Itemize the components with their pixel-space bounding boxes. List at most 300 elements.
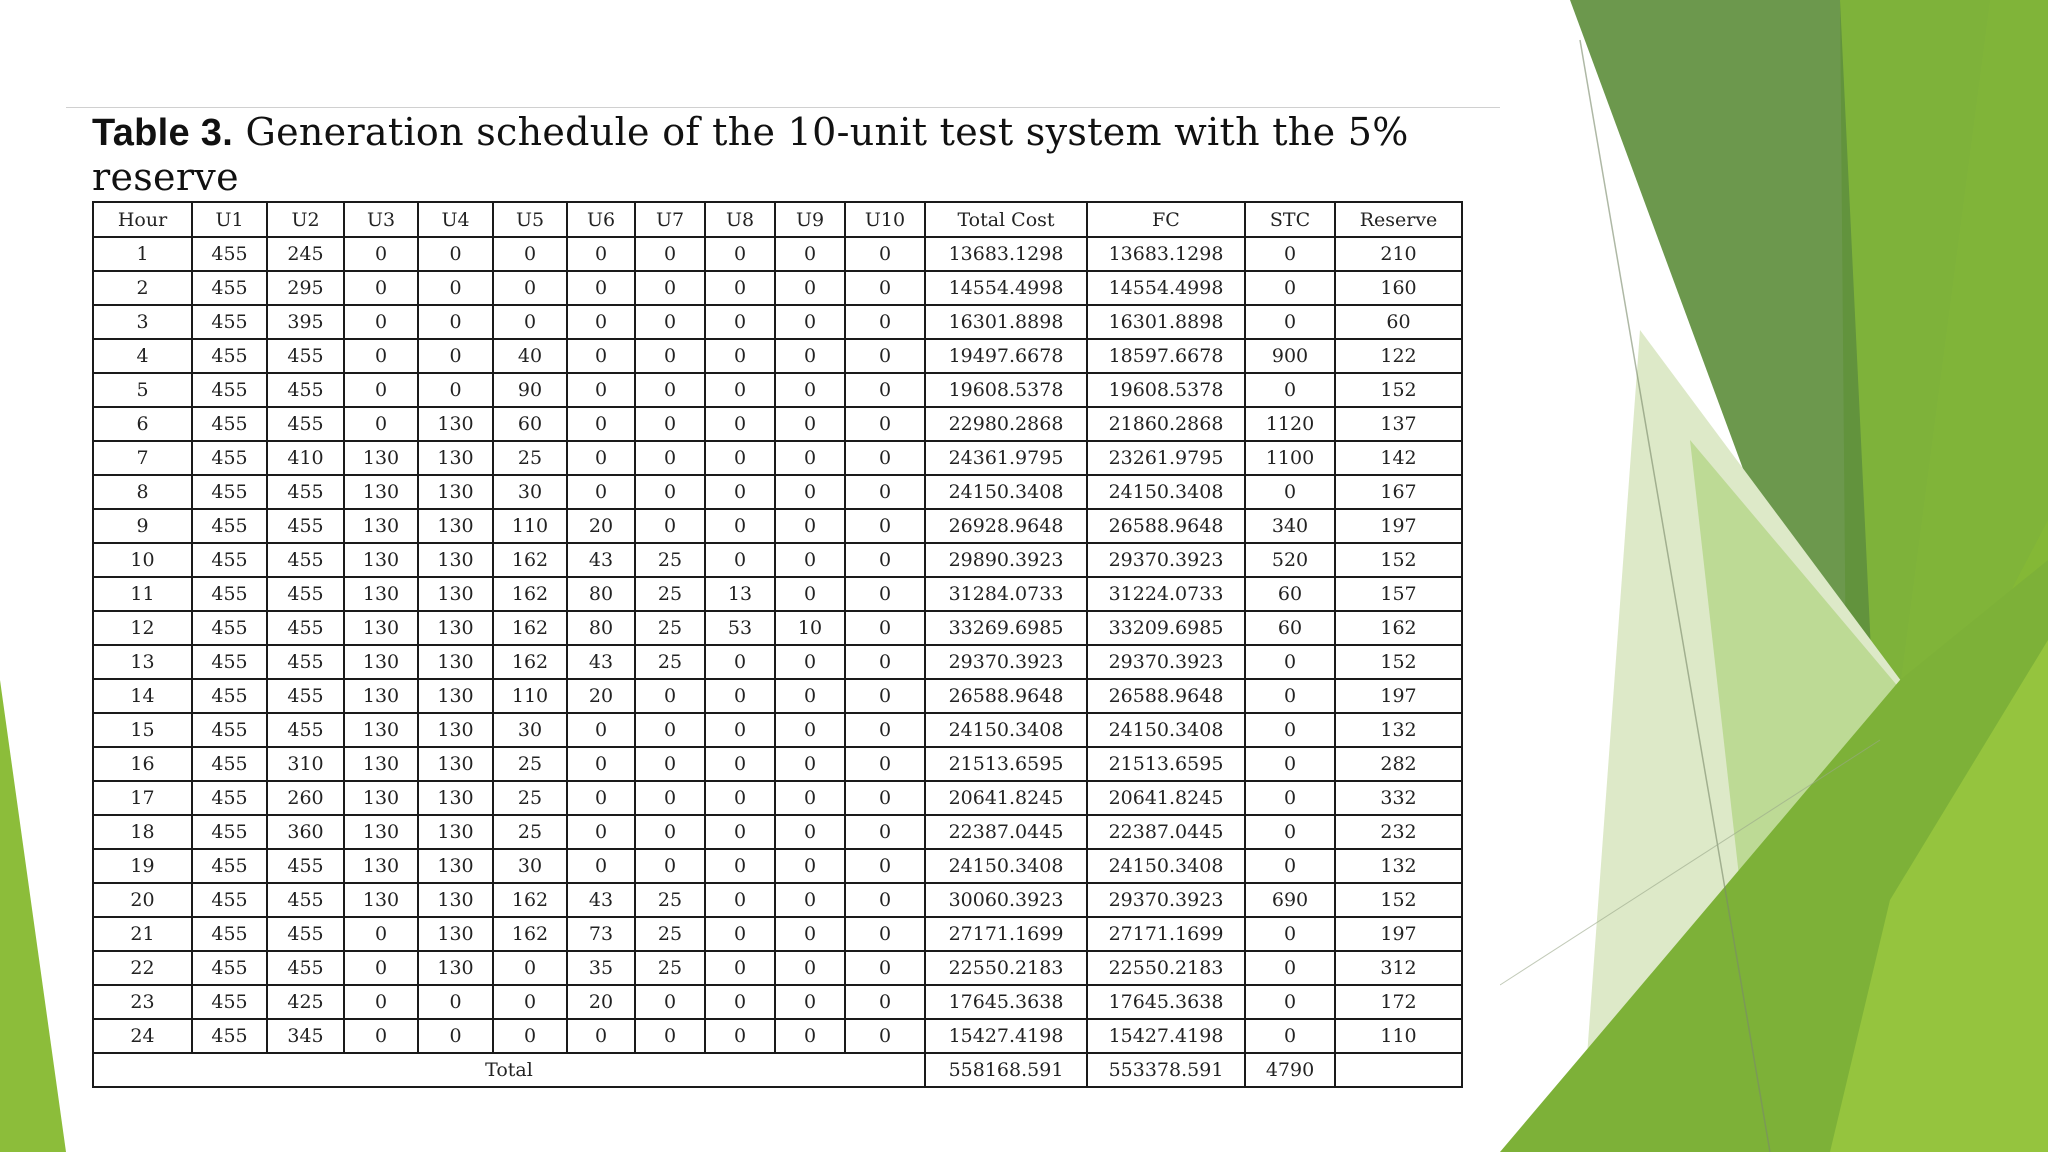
table-cell: 0 <box>567 747 635 781</box>
table-cell: 29370.3923 <box>925 645 1087 679</box>
table-cell: 0 <box>845 305 925 339</box>
table-cell: 60 <box>1335 305 1462 339</box>
table-cell: 455 <box>267 713 344 747</box>
column-header: FC <box>1087 202 1245 237</box>
table-cell: 24150.3408 <box>1087 849 1245 883</box>
table-cell: 29370.3923 <box>1087 645 1245 679</box>
table-row <box>93 713 1462 747</box>
table-row <box>93 849 1462 883</box>
table-cell: 0 <box>344 917 418 951</box>
table-cell: 0 <box>845 849 925 883</box>
table-cell: 0 <box>567 271 635 305</box>
table-cell: 0 <box>845 271 925 305</box>
table-cell: 0 <box>845 509 925 543</box>
table-cell: 0 <box>493 271 567 305</box>
table-cell: 0 <box>635 679 705 713</box>
table-cell: 130 <box>418 849 493 883</box>
table-cell: 162 <box>493 917 567 951</box>
table-cell: 455 <box>267 373 344 407</box>
table-cell: 20 <box>567 985 635 1019</box>
table-cell: 0 <box>845 985 925 1019</box>
table-cell: 0 <box>705 271 775 305</box>
table-cell: 0 <box>493 1019 567 1053</box>
table-cell: 0 <box>845 781 925 815</box>
table-cell: 0 <box>845 237 925 271</box>
table-cell: 0 <box>845 917 925 951</box>
table-cell: 0 <box>705 509 775 543</box>
table-cell: 0 <box>775 815 845 849</box>
table-cell: 0 <box>567 441 635 475</box>
table-cell: 455 <box>267 679 344 713</box>
table-cell: 455 <box>192 475 267 509</box>
table-cell: 455 <box>192 271 267 305</box>
table-cell: 455 <box>192 849 267 883</box>
table-row <box>93 679 1462 713</box>
right-dark-green-panel <box>1570 0 1990 840</box>
thin-diagonal-line-1 <box>1580 40 1770 1152</box>
table-cell: 0 <box>845 713 925 747</box>
column-header: Hour <box>93 202 192 237</box>
table-cell: 152 <box>1335 373 1462 407</box>
table-cell: 19 <box>93 849 192 883</box>
table-cell: 162 <box>1335 611 1462 645</box>
table-row <box>93 747 1462 781</box>
table-cell: 0 <box>705 679 775 713</box>
table-cell: 455 <box>192 645 267 679</box>
table-cell: 132 <box>1335 713 1462 747</box>
table-cell: 0 <box>705 373 775 407</box>
table-cell: 16301.8898 <box>1087 305 1245 339</box>
table-cell: 110 <box>493 509 567 543</box>
table-cell: 130 <box>418 407 493 441</box>
table-cell: 25 <box>635 951 705 985</box>
table-cell: 0 <box>1245 305 1335 339</box>
table-cell: 29370.3923 <box>1087 883 1245 917</box>
table-cell: 26588.9648 <box>1087 509 1245 543</box>
table-cell: 0 <box>775 475 845 509</box>
table-cell: 20641.8245 <box>925 781 1087 815</box>
table-cell: 360 <box>267 815 344 849</box>
table-cell: 0 <box>635 781 705 815</box>
table-cell: 21 <box>93 917 192 951</box>
table-cell: 0 <box>775 509 845 543</box>
table-cell: 21513.6595 <box>925 747 1087 781</box>
table-cell: 0 <box>845 373 925 407</box>
table-cell: 0 <box>775 271 845 305</box>
table-cell: 0 <box>845 951 925 985</box>
table-cell: 0 <box>635 1019 705 1053</box>
table-cell: 690 <box>1245 883 1335 917</box>
table-cell: 245 <box>267 237 344 271</box>
table-cell: 0 <box>344 985 418 1019</box>
table-cell: 130 <box>418 781 493 815</box>
column-header: STC <box>1245 202 1335 237</box>
table-cell: 22387.0445 <box>1087 815 1245 849</box>
table-cell: 130 <box>344 543 418 577</box>
table-cell: 260 <box>267 781 344 815</box>
table-cell: 197 <box>1335 679 1462 713</box>
table-cell: 15427.4198 <box>1087 1019 1245 1053</box>
table-cell: 0 <box>567 407 635 441</box>
table-cell: 130 <box>344 815 418 849</box>
table-cell: 33269.6985 <box>925 611 1087 645</box>
table-cell: 455 <box>267 475 344 509</box>
table-cell: 0 <box>567 781 635 815</box>
table-cell: 6 <box>93 407 192 441</box>
table-cell: 130 <box>344 645 418 679</box>
table-cell: 0 <box>344 373 418 407</box>
total-label: Total <box>93 1053 925 1087</box>
table-cell: 11 <box>93 577 192 611</box>
table-cell: 0 <box>344 1019 418 1053</box>
table-cell: 0 <box>1245 849 1335 883</box>
table-cell: 0 <box>635 509 705 543</box>
table-cell: 0 <box>418 985 493 1019</box>
table-cell: 30 <box>493 713 567 747</box>
table-cell: 31284.0733 <box>925 577 1087 611</box>
table-cell: 29370.3923 <box>1087 543 1245 577</box>
table-cell: 0 <box>845 611 925 645</box>
table-cell: 0 <box>705 305 775 339</box>
table-cell: 0 <box>705 441 775 475</box>
table-cell: 455 <box>192 1019 267 1053</box>
table-cell: 0 <box>775 339 845 373</box>
table-cell: 0 <box>567 373 635 407</box>
table-cell: 21513.6595 <box>1087 747 1245 781</box>
table-cell: 0 <box>845 645 925 679</box>
table-cell: 455 <box>192 441 267 475</box>
table-cell: 30060.3923 <box>925 883 1087 917</box>
table-cell: 0 <box>418 339 493 373</box>
reserve-sum <box>1335 1053 1462 1087</box>
table-cell: 162 <box>493 543 567 577</box>
table-cell: 455 <box>192 339 267 373</box>
table-cell: 157 <box>1335 577 1462 611</box>
table-cell: 130 <box>418 747 493 781</box>
table-cell: 7 <box>93 441 192 475</box>
table-cell: 0 <box>705 815 775 849</box>
table-cell: 0 <box>493 237 567 271</box>
table-cell: 395 <box>267 305 344 339</box>
table-cell: 130 <box>418 951 493 985</box>
table-cell: 455 <box>192 917 267 951</box>
table-cell: 20 <box>93 883 192 917</box>
total-row <box>93 1053 1462 1087</box>
table-cell: 0 <box>567 1019 635 1053</box>
table-cell: 18 <box>93 815 192 849</box>
table-cell: 0 <box>775 985 845 1019</box>
table-cell: 425 <box>267 985 344 1019</box>
table-cell: 455 <box>192 577 267 611</box>
right-bright-green-panel <box>1830 640 2048 1152</box>
table-cell: 130 <box>344 679 418 713</box>
right-light-green-panel <box>1690 440 1960 1152</box>
table-cell: 22980.2868 <box>925 407 1087 441</box>
table-cell: 25 <box>635 611 705 645</box>
table-cell: 455 <box>192 305 267 339</box>
table-cell: 130 <box>418 543 493 577</box>
table-row <box>93 815 1462 849</box>
table-cell: 0 <box>1245 815 1335 849</box>
table-cell: 455 <box>192 373 267 407</box>
table-header-row <box>93 202 1462 237</box>
table-cell: 455 <box>267 543 344 577</box>
table-cell: 0 <box>845 577 925 611</box>
table-row <box>93 373 1462 407</box>
table-cell: 0 <box>344 305 418 339</box>
left-green-wedge <box>0 680 66 1152</box>
table-cell: 24150.3408 <box>1087 475 1245 509</box>
table-cell: 12 <box>93 611 192 645</box>
column-header: U3 <box>344 202 418 237</box>
table-row <box>93 1019 1462 1053</box>
table-row <box>93 475 1462 509</box>
table-cell: 0 <box>635 713 705 747</box>
table-cell: 21860.2868 <box>1087 407 1245 441</box>
table-row <box>93 441 1462 475</box>
table-cell: 25 <box>635 645 705 679</box>
table-cell: 0 <box>635 441 705 475</box>
table-cell: 22550.2183 <box>925 951 1087 985</box>
right-back-green-panel <box>1840 0 2048 1152</box>
table-cell: 0 <box>1245 781 1335 815</box>
table-cell: 162 <box>493 577 567 611</box>
table-cell: 0 <box>775 237 845 271</box>
table-cell: 0 <box>1245 985 1335 1019</box>
table-cell: 455 <box>267 509 344 543</box>
table-cell: 25 <box>635 577 705 611</box>
table-cell: 162 <box>493 645 567 679</box>
table-cell: 43 <box>567 645 635 679</box>
table-cell: 0 <box>705 407 775 441</box>
table-row <box>93 237 1462 271</box>
table-cell: 197 <box>1335 509 1462 543</box>
table-cell: 455 <box>267 645 344 679</box>
table-cell: 0 <box>775 645 845 679</box>
table-cell: 0 <box>705 849 775 883</box>
table-cell: 0 <box>705 883 775 917</box>
table-cell: 24361.9795 <box>925 441 1087 475</box>
table-cell: 24150.3408 <box>925 849 1087 883</box>
right-pale-green-panel <box>1580 330 1960 1152</box>
table-cell: 25 <box>635 917 705 951</box>
table-cell: 130 <box>418 645 493 679</box>
table-cell: 0 <box>635 747 705 781</box>
table-cell: 0 <box>705 475 775 509</box>
table-cell: 167 <box>1335 475 1462 509</box>
table-cell: 24150.3408 <box>925 475 1087 509</box>
table-cell: 0 <box>344 951 418 985</box>
table-row <box>93 339 1462 373</box>
total-cost-sum: 558168.591 <box>925 1053 1087 1087</box>
table-cell: 455 <box>192 747 267 781</box>
table-cell: 122 <box>1335 339 1462 373</box>
table-cell: 130 <box>418 509 493 543</box>
table-cell: 0 <box>845 883 925 917</box>
table-cell: 53 <box>705 611 775 645</box>
table-cell: 0 <box>775 917 845 951</box>
table-cell: 14554.4998 <box>925 271 1087 305</box>
table-cell: 14554.4998 <box>1087 271 1245 305</box>
table-cell: 0 <box>1245 237 1335 271</box>
table-cell: 0 <box>775 373 845 407</box>
table-cell: 0 <box>1245 271 1335 305</box>
table-cell: 0 <box>705 781 775 815</box>
table-cell: 455 <box>192 951 267 985</box>
table-caption <box>92 110 1492 199</box>
table-cell: 0 <box>418 1019 493 1053</box>
table-cell: 130 <box>418 713 493 747</box>
table-cell: 73 <box>567 917 635 951</box>
table-cell: 0 <box>635 305 705 339</box>
table-cell: 0 <box>418 271 493 305</box>
column-header: U1 <box>192 202 267 237</box>
table-cell: 130 <box>344 611 418 645</box>
table-cell: 0 <box>775 441 845 475</box>
table-row <box>93 611 1462 645</box>
table-cell: 0 <box>775 679 845 713</box>
table-cell: 0 <box>775 305 845 339</box>
table-cell: 26928.9648 <box>925 509 1087 543</box>
table-cell: 1100 <box>1245 441 1335 475</box>
table-cell: 197 <box>1335 917 1462 951</box>
table-cell: 33209.6985 <box>1087 611 1245 645</box>
table-cell: 110 <box>493 679 567 713</box>
table-cell: 17 <box>93 781 192 815</box>
table-cell: 17645.3638 <box>925 985 1087 1019</box>
table-cell: 0 <box>567 475 635 509</box>
table-cell: 0 <box>635 407 705 441</box>
table-cell: 0 <box>705 543 775 577</box>
table-cell: 130 <box>344 509 418 543</box>
table-cell: 0 <box>1245 1019 1335 1053</box>
table-cell: 0 <box>493 985 567 1019</box>
table-cell: 25 <box>493 781 567 815</box>
table-cell: 0 <box>705 237 775 271</box>
table-row <box>93 917 1462 951</box>
table-cell: 1120 <box>1245 407 1335 441</box>
table-cell: 31224.0733 <box>1087 577 1245 611</box>
table-cell: 0 <box>845 441 925 475</box>
table-cell: 60 <box>1245 611 1335 645</box>
table-cell: 16 <box>93 747 192 781</box>
table-cell: 20641.8245 <box>1087 781 1245 815</box>
table-cell: 23 <box>93 985 192 1019</box>
table-cell: 0 <box>845 407 925 441</box>
table-cell: 295 <box>267 271 344 305</box>
table-cell: 0 <box>705 985 775 1019</box>
table-cell: 132 <box>1335 849 1462 883</box>
table-cell: 0 <box>1245 679 1335 713</box>
table-cell: 130 <box>344 849 418 883</box>
table-cell: 0 <box>1245 373 1335 407</box>
table-cell: 0 <box>635 237 705 271</box>
table-cell: 0 <box>705 917 775 951</box>
table-cell: 0 <box>567 713 635 747</box>
table-cell: 130 <box>344 475 418 509</box>
table-cell: 282 <box>1335 747 1462 781</box>
table-cell: 172 <box>1335 985 1462 1019</box>
table-cell: 0 <box>705 747 775 781</box>
table-cell: 332 <box>1335 781 1462 815</box>
table-cell: 25 <box>493 441 567 475</box>
table-cell: 0 <box>845 475 925 509</box>
column-header: U8 <box>705 202 775 237</box>
table-cell: 345 <box>267 1019 344 1053</box>
table-cell: 455 <box>192 237 267 271</box>
table-cell: 152 <box>1335 883 1462 917</box>
table-cell: 0 <box>635 271 705 305</box>
table-cell: 4 <box>93 339 192 373</box>
table-cell: 520 <box>1245 543 1335 577</box>
table-cell: 90 <box>493 373 567 407</box>
table-body <box>93 237 1462 1053</box>
stc-sum: 4790 <box>1245 1053 1335 1087</box>
table-cell: 2 <box>93 271 192 305</box>
table-cell: 130 <box>418 475 493 509</box>
table-cell: 0 <box>418 237 493 271</box>
table-cell: 130 <box>344 781 418 815</box>
table-cell: 455 <box>192 713 267 747</box>
table-cell: 13 <box>705 577 775 611</box>
table-cell: 312 <box>1335 951 1462 985</box>
table-cell: 8 <box>93 475 192 509</box>
table-row <box>93 781 1462 815</box>
table-row <box>93 305 1462 339</box>
table-cell: 0 <box>344 339 418 373</box>
table-row <box>93 577 1462 611</box>
table-cell: 0 <box>1245 917 1335 951</box>
table-cell: 130 <box>418 611 493 645</box>
table-cell: 130 <box>418 441 493 475</box>
table-cell: 0 <box>845 1019 925 1053</box>
table-cell: 19608.5378 <box>925 373 1087 407</box>
column-header: Reserve <box>1335 202 1462 237</box>
table-cell: 0 <box>775 883 845 917</box>
table-cell: 110 <box>1335 1019 1462 1053</box>
thin-diagonal-line-2 <box>1500 740 1880 985</box>
table-cell: 0 <box>567 849 635 883</box>
table-cell: 40 <box>493 339 567 373</box>
table-cell: 30 <box>493 849 567 883</box>
table-cell: 16301.8898 <box>925 305 1087 339</box>
table-cell: 130 <box>344 883 418 917</box>
table-row <box>93 271 1462 305</box>
table-cell: 3 <box>93 305 192 339</box>
table-cell: 162 <box>493 883 567 917</box>
table-cell: 310 <box>267 747 344 781</box>
table-cell: 455 <box>192 509 267 543</box>
table-cell: 0 <box>845 339 925 373</box>
table-cell: 13683.1298 <box>1087 237 1245 271</box>
table-cell: 0 <box>845 747 925 781</box>
table-cell: 22387.0445 <box>925 815 1087 849</box>
table-cell: 130 <box>418 883 493 917</box>
table-cell: 0 <box>1245 645 1335 679</box>
table-cell: 17645.3638 <box>1087 985 1245 1019</box>
table-cell: 27171.1699 <box>1087 917 1245 951</box>
table-cell: 0 <box>705 339 775 373</box>
table-cell: 0 <box>705 1019 775 1053</box>
table-cell: 18597.6678 <box>1087 339 1245 373</box>
table-cell: 130 <box>418 917 493 951</box>
table-cell: 15427.4198 <box>925 1019 1087 1053</box>
table-cell: 455 <box>267 339 344 373</box>
table-cell: 0 <box>705 951 775 985</box>
table-cell: 20 <box>567 509 635 543</box>
table-cell: 0 <box>1245 475 1335 509</box>
table-cell: 0 <box>705 713 775 747</box>
